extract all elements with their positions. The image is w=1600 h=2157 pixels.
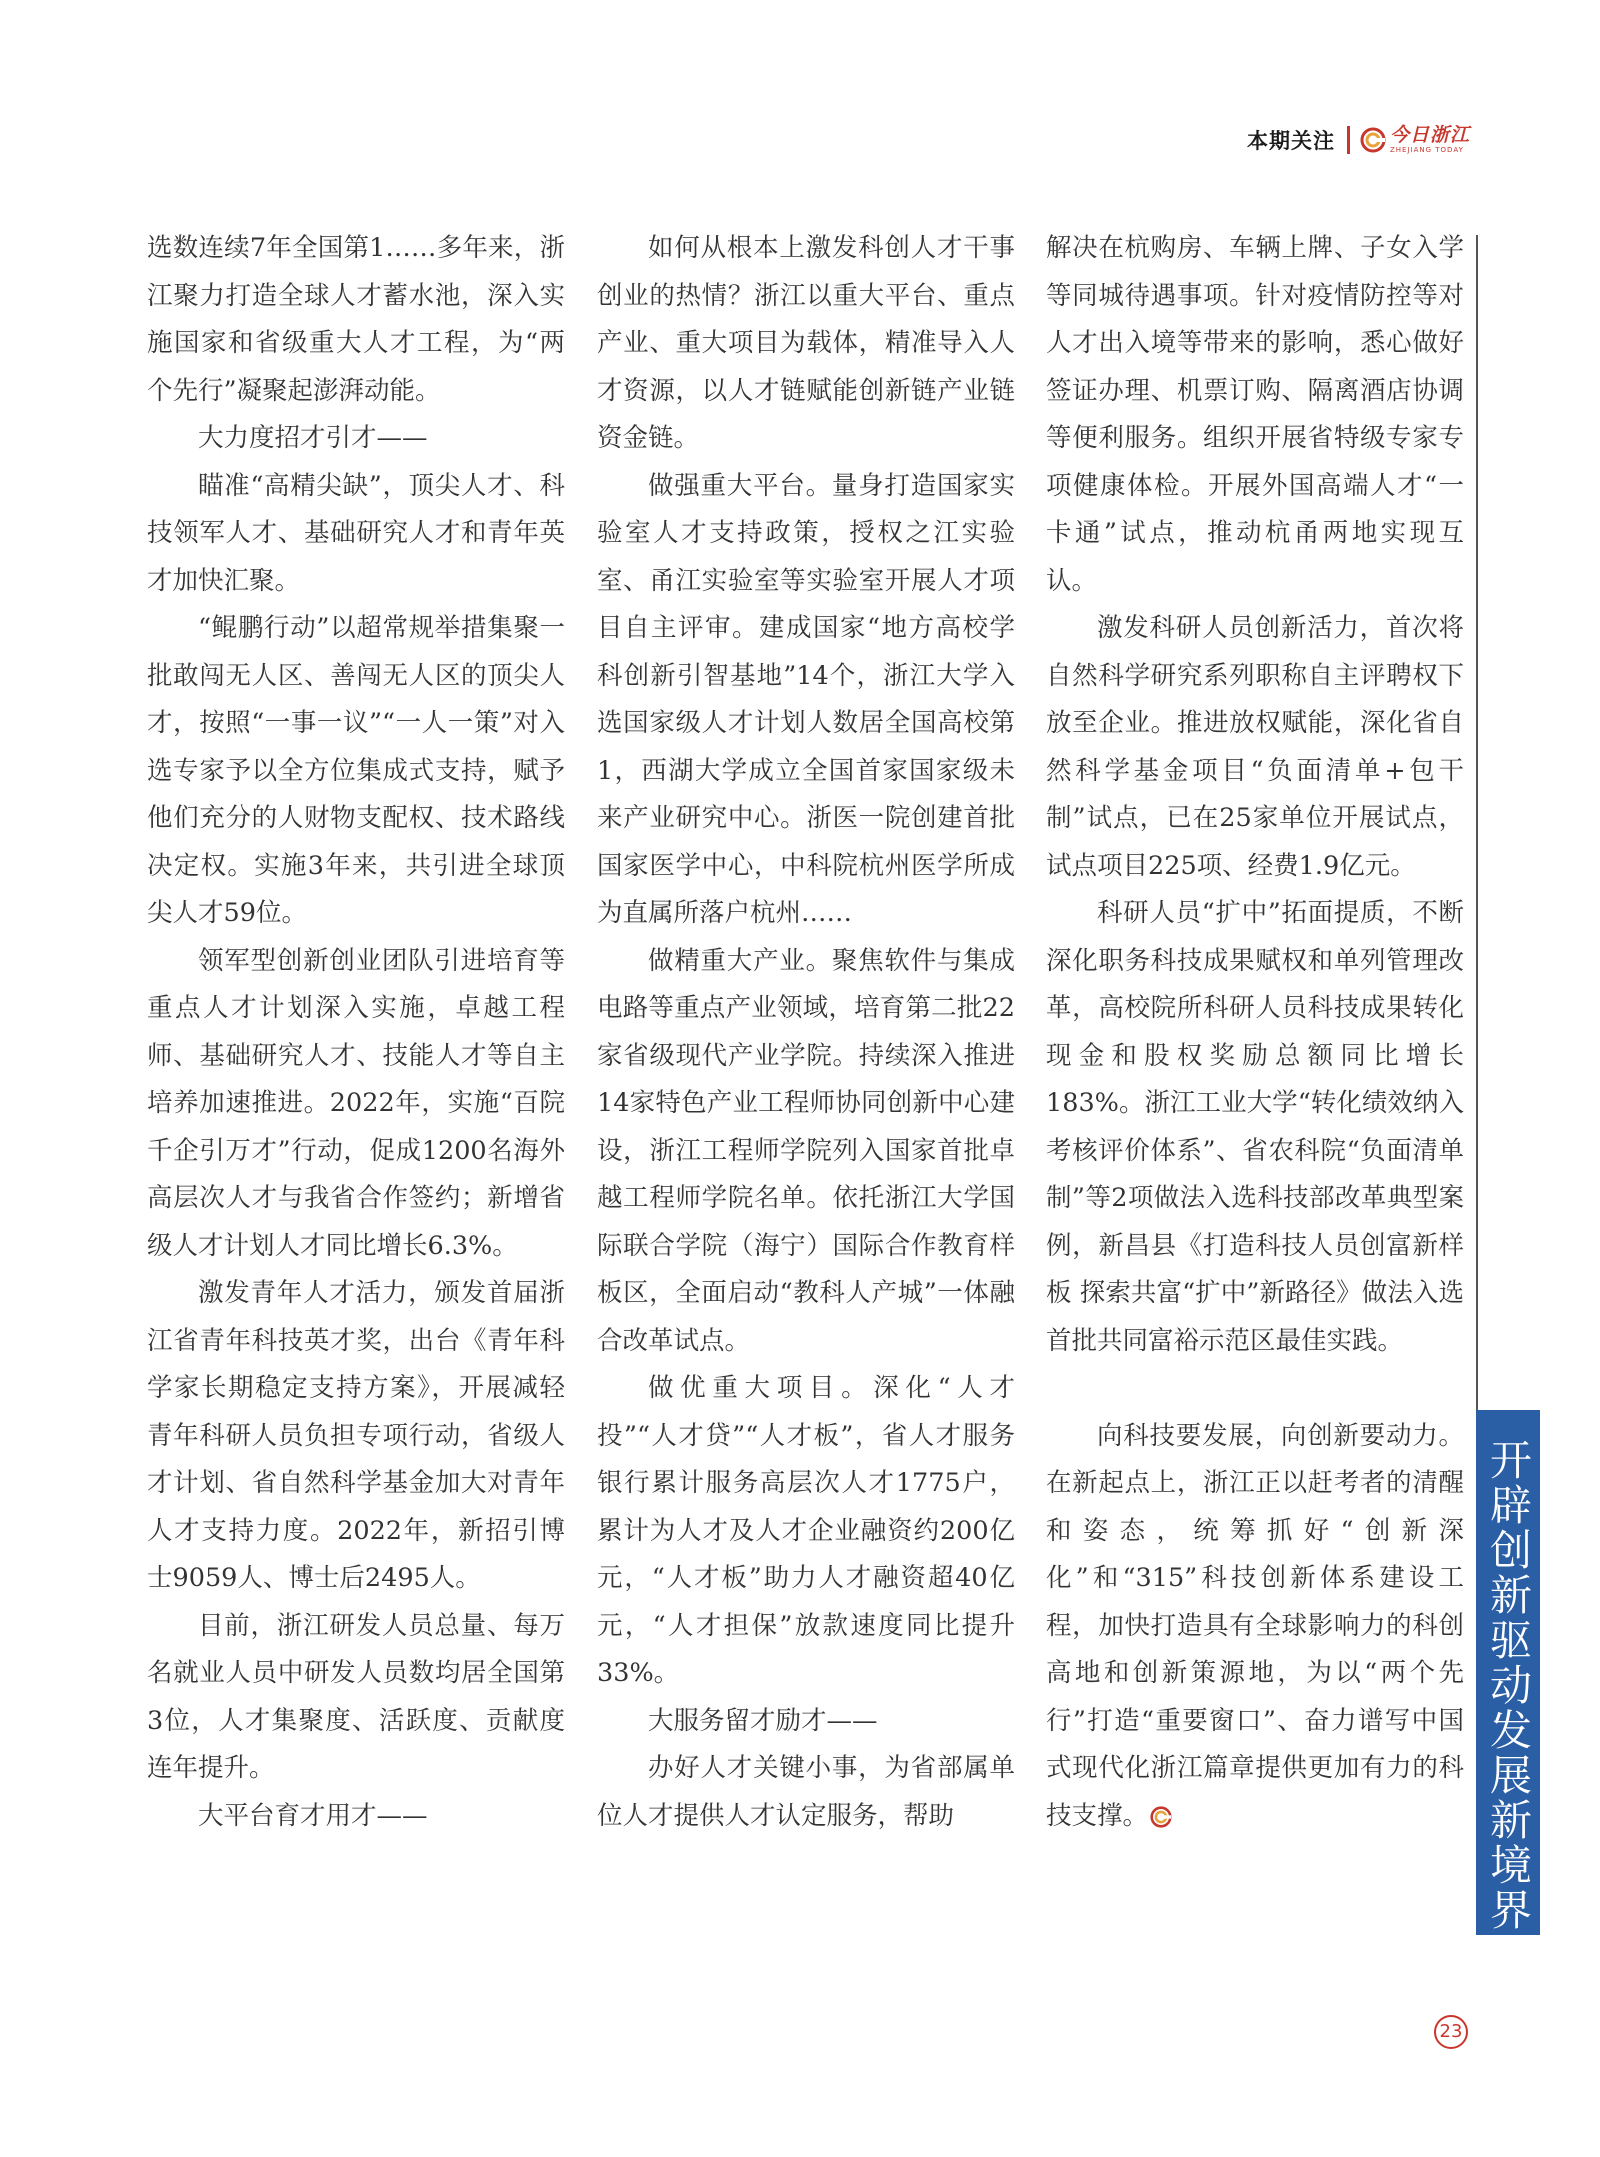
side-banner-title: 开辟创新驱动发展新境界 xyxy=(1484,1438,1533,1933)
article-paragraph: 做优重大项目。深化“人才投”“人才贷”“人才板”，省人才服务银行累计服务高层次人才1775户，累计为人才及人才企业融资约200亿元，“人才板”助力人才融资超40亿元，“人才担保”放款速度同比提升33%。 xyxy=(597,1373,1015,1688)
section-label: 本期关注 xyxy=(1246,129,1335,153)
side-rule xyxy=(1476,235,1478,1410)
article-paragraph: 向科技要发展，向创新要动力。在新起点上，浙江正以赶考者的清醒和姿态，统筹抓好“创新深化”和“315”科技创新体系建设工程，加快打造具有全球影响力的科创高地和创新策源地，为以“两个先行”打造“重要窗口”、奋力谱写中国式现代化浙江篇章提供更加有力的科技支撑。 xyxy=(1046,1420,1464,1831)
article-paragraph: 目前，浙江研发人员总量、每万名就业人员中研发人员数均居全国第3位，人才集聚度、活跃度、贡献度连年提升。 xyxy=(147,1610,565,1783)
page-header xyxy=(1247,120,1470,160)
article-paragraph: 科研人员“扩中”拓面提质，不断深化职务科技成果赋权和单列管理改革，高校院所科研人员科技成果转化现金和股权奖励总额同比增长183%。浙江工业大学“转化绩效纳入考核评价体系”、省农科院“负面清单制”等2项做法入选科技部改革典型案例，新昌县《打造科技人员创富新样板 探索共富“扩中”新路径》做法入选首批共同富裕示范区最佳实践。 xyxy=(1046,898,1464,1356)
article-paragraph: 选数连续7年全国第1……多年来，浙江聚力打造全球人才蓄水池，深入实施国家和省级重大人才工程，为“两个先行”凝聚起澎湃动能。 xyxy=(147,233,565,406)
article-paragraph: 办好人才关键小事，为省部属单位人才提供人才认定服务，帮助 xyxy=(597,1753,1015,1831)
end-mark-icon xyxy=(1150,1806,1172,1828)
article-paragraph: 如何从根本上激发科创人才干事创业的热情？浙江以重大平台、重点产业、重大项目为载体，精准导入人才资源，以人才链赋能创新链产业链资金链。 xyxy=(597,233,1015,453)
logo-english-text: ZHEJIANG TODAY xyxy=(1389,146,1464,154)
side-banner xyxy=(1476,1410,1540,1935)
page-number: 23 xyxy=(1434,2015,1468,2049)
article-paragraph: 解决在杭购房、车辆上牌、子女入学等同城待遇事项。针对疫情防控等对人才出入境等带来的影响，悉心做好签证办理、机票订购、隔离酒店协调等便利服务。组织开展省特级专家专项健康体检。开展外国高端人才“一卡通”试点，推动杭甬两地实现互认。 xyxy=(1046,233,1464,596)
article-column-1 xyxy=(147,225,565,1840)
zhejiang-today-logo xyxy=(1360,126,1470,154)
article-paragraph: 做强重大平台。量身打造国家实验室人才支持政策，授权之江实验室、甬江实验室等实验室开展人才项目自主评审。建成国家“地方高校学科创新引智基地”14个，浙江大学入选国家级人才计划人数居全国高校第1，西湖大学成立全国首家国家级未来产业研究中心。浙医一院创建首批国家医学中心，中科院杭州医学所成为直属所落户杭州…… xyxy=(597,470,1015,928)
logo-chinese-text: 今日浙江 xyxy=(1389,124,1470,146)
article-paragraph: 领军型创新创业团队引进培育等重点人才计划深入实施，卓越工程师、基础研究人才、技能人才等自主培养加速推进。2022年，实施“百院千企引万才”行动，促成1200名海外高层次人才与我省合作签约；新增省级人才计划人才同比增长6.3%。 xyxy=(147,945,565,1261)
zhejiang-today-logo-icon xyxy=(1360,127,1386,153)
article-paragraph: 瞄准“高精尖缺”，顶尖人才、科技领军人才、基础研究人才和青年英才加快汇聚。 xyxy=(147,470,565,596)
article-paragraph: 大力度招才引才—— xyxy=(198,423,428,453)
article-paragraph: “鲲鹏行动”以超常规举措集聚一批敢闯无人区、善闯无人区的顶尖人才，按照“一事一议”“一人一策”对入选专家予以全方位集成式支持，赋予他们充分的人财物支配权、技术路线决定权。实施3年来，共引进全球顶尖人才59位。 xyxy=(147,613,565,928)
article-column-3 xyxy=(1046,225,1464,1840)
paragraph-spacer xyxy=(1046,1365,1464,1413)
article-paragraph: 激发科研人员创新活力，首次将自然科学研究系列职称自主评聘权下放至企业。推进放权赋能，深化省自然科学基金项目“负面清单+包干制”试点，已在25家单位开展试点，试点项目225项、经费1.9亿元。 xyxy=(1046,613,1464,881)
article-paragraph: 大服务留才励才—— xyxy=(648,1705,878,1736)
article-paragraph: 大平台育才用才—— xyxy=(198,1800,428,1831)
article-column-2 xyxy=(597,225,1015,1840)
article-paragraph: 激发青年人才活力，颁发首届浙江省青年科技英才奖，出台《青年科学家长期稳定支持方案》，开展减轻青年科研人员负担专项行动，省级人才计划、省自然科学基金加大对青年人才支持力度。2022年，新招引博士9059人、博士后2495人。 xyxy=(147,1278,565,1593)
article-paragraph: 做精重大产业。聚焦软件与集成电路等重点产业领域，培育第二批22家省级现代产业学院。持续深入推进14家特色产业工程师协同创新中心建设，浙江工程师学院列入国家首批卓越工程师学院名单。依托浙江大学国际联合学院（海宁）国际合作教育样板区，全面启动“教科人产城”一体融合改革试点。 xyxy=(597,945,1015,1356)
header-divider xyxy=(1347,126,1350,154)
